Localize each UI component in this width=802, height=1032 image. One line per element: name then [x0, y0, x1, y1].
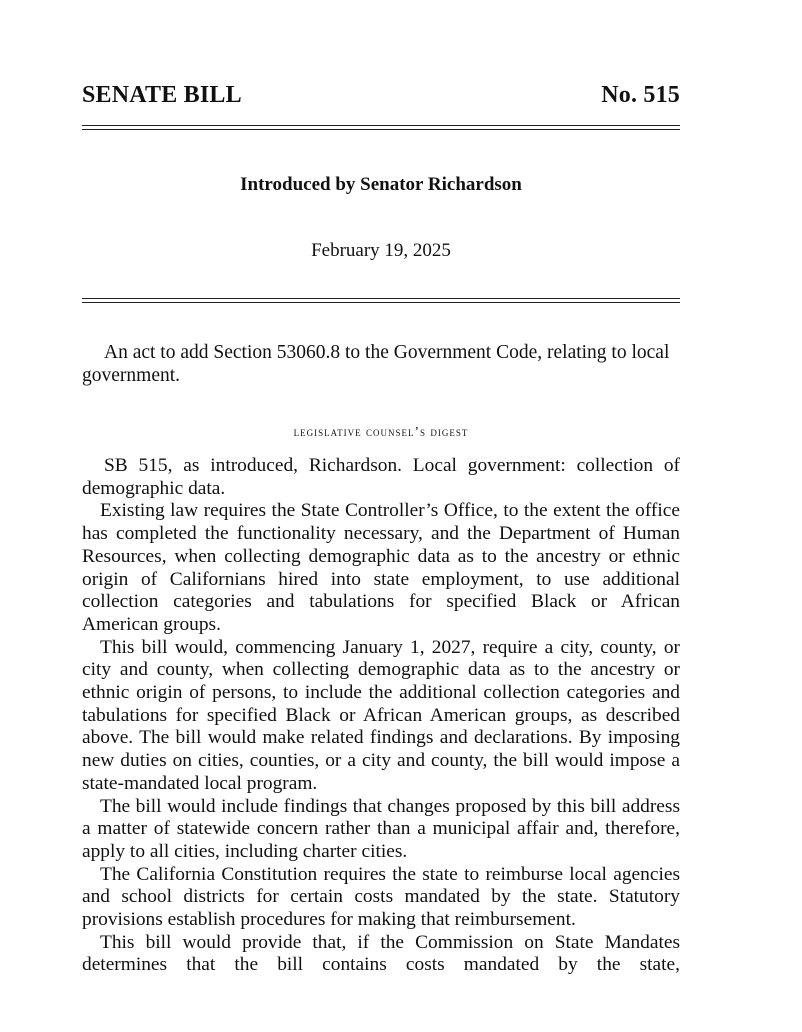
bill-type: SENATE BILL: [82, 82, 242, 108]
bill-header: [82, 82, 680, 109]
header-double-rule: [82, 125, 680, 130]
introduction-date: February 19, 2025: [311, 240, 451, 261]
digest-paragraph: The California Constitution requires the state to reimburse local agencies and school districts for certain costs mandated by the state. Statutory provisions establish procedures for making that reimbursement.: [82, 863, 680, 931]
section-double-rule: [82, 298, 680, 303]
digest-title: legislative counsel’s digest: [293, 424, 469, 439]
digest-body: [82, 455, 680, 977]
digest-paragraph: This bill would, commencing January 1, 2027, require a city, county, or city and county, when collecting demographic data as to the ancestry or ethnic origin of persons, to include the additional collection categories and tabulations for specified Black or African American groups, as described above. The bill would make related findings and declarations. By imposing new duties on cities, counties, or a city and county, the bill would impose a state-mandated local program.: [82, 636, 680, 794]
act-description: An act to add Section 53060.8 to the Government Code, relating to local government.: [82, 342, 670, 386]
digest-paragraph: The bill would include findings that changes proposed by this bill address a matter of statewide concern rather than a municipal affair and, therefore, apply to all cities, including charter cities.: [82, 795, 680, 862]
digest-paragraph: This bill would provide that, if the Commission on State Mandates determines that the bill contains costs mandated by the state,: [82, 931, 680, 976]
bill-number: No. 515: [601, 82, 680, 108]
digest-paragraph: SB 515, as introduced, Richardson. Local government: collection of demographic data.: [82, 455, 680, 499]
introduced-by: Introduced by Senator Richardson: [240, 174, 522, 195]
digest-paragraph: Existing law requires the State Controller’s Office, to the extent the office has completed the functionality necessary, and the Department of Human Resources, when collecting demographic data as to the ancestry or ethnic origin of Californians hired into state employment, to use additional collection categories and tabulations for specified Black or African American groups.: [82, 500, 680, 635]
